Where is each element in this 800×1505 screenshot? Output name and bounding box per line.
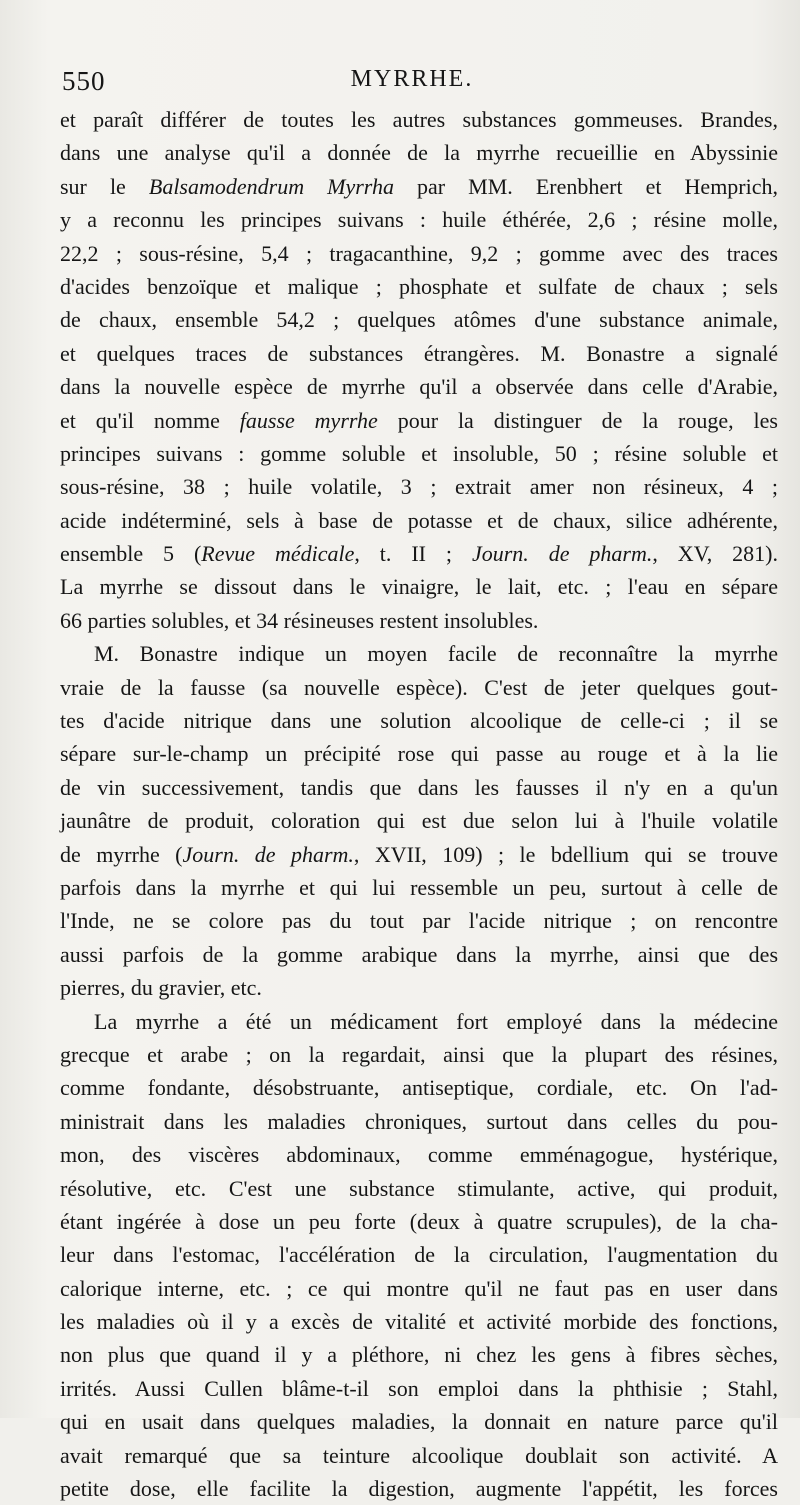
text-segment: ministrait dans les maladies chroniques, surtout dans celles du pou-: [60, 1108, 778, 1134]
text-line: [60, 1038, 778, 1071]
text-line: [60, 504, 778, 537]
text-segment: M. Bonastre indique un moyen facile de reconnaître la myrrhe: [94, 641, 778, 667]
text-line: [60, 303, 778, 336]
text-line: [60, 1205, 778, 1238]
text-line: [60, 1071, 778, 1104]
text-segment: aussi parfois de la gomme arabique dans la myrrhe, ainsi que des: [60, 941, 778, 967]
text-line: [60, 404, 778, 437]
page-number: 550: [62, 66, 106, 96]
text-segment: grecque et arabe ; on la regardait, ainsi que la plupart des résines,: [60, 1041, 778, 1067]
text-segment: et qu'il nomme: [60, 407, 240, 433]
text-segment: mon, des viscères abdominaux, comme emménagogue, hystérique,: [60, 1142, 778, 1168]
text-line: [60, 1238, 778, 1271]
page-header: [62, 66, 762, 102]
text-segment: étant ingérée à dose un peu forte (deux à quatre scrupules), de la cha-: [60, 1208, 778, 1234]
running-title: MYRRHE.: [350, 66, 474, 92]
italic-text: Balsamodendrum Myrrha: [148, 173, 394, 199]
text-line: [60, 871, 778, 904]
text-segment: petite dose, elle facilite la digestion, augmente l'appétit, les forces: [60, 1476, 778, 1502]
text-segment: sous-résine, 38 ; huile volatile, 3 ; extrait amer non résineux, 4 ;: [60, 474, 778, 500]
text-line: [60, 203, 778, 236]
body-text: [60, 103, 778, 1505]
text-segment: , XV, 281).: [652, 541, 779, 567]
text-line: [60, 604, 778, 637]
text-line: [60, 971, 778, 1004]
text-line: [60, 370, 778, 403]
text-segment: les maladies où il y a excès de vitalité et activité morbide des fonctions,: [60, 1309, 778, 1335]
text-segment: tes d'acide nitrique dans une solution alcoolique de celle-ci ; il se: [60, 708, 778, 734]
text-segment: de vin successivement, tandis que dans les fausses il n'y en a qu'un: [60, 774, 778, 800]
text-segment: 22,2 ; sous-résine, 5,4 ; tragacanthine, 9,2 ; gomme avec des traces: [60, 240, 778, 266]
text-segment: et paraît différer de toutes les autres substances gommeuses. Brandes,: [60, 107, 778, 132]
text-line: [60, 1472, 778, 1505]
text-segment: sur le: [60, 173, 149, 199]
text-line: [60, 437, 778, 470]
italic-text: fausse myrrhe: [239, 407, 378, 433]
text-segment: pour la distinguer de la rouge, les: [377, 407, 778, 433]
text-segment: y a reconnu les principes suivans : huile éthérée, 2,6 ; résine molle,: [60, 207, 778, 233]
text-line: [60, 337, 778, 370]
text-segment: par MM. Erenbhert et Hemprich,: [393, 173, 779, 199]
text-segment: La myrrhe a été un médicament fort employé dans la médecine: [94, 1008, 778, 1034]
text-line: [60, 838, 778, 871]
text-segment: dans la nouvelle espèce de myrrhe qu'il a observée dans celle d'Arabie,: [60, 374, 778, 400]
text-line: [60, 737, 778, 770]
text-line: [60, 671, 778, 704]
text-segment: résolutive, etc. C'est une substance stimulante, active, qui produit,: [60, 1175, 778, 1201]
text-line: [60, 1005, 778, 1038]
text-segment: sépare sur-le-champ un précipité rose qui passe au rouge et à la lie: [60, 741, 778, 767]
text-line: [60, 804, 778, 837]
text-segment: non plus que quand il y a pléthore, ni chez les gens à fibres sèches,: [60, 1342, 778, 1368]
text-line: [60, 270, 778, 303]
text-segment: jaunâtre de produit, coloration qui est due selon lui à l'huile volatile: [60, 808, 778, 834]
text-line: [60, 537, 778, 570]
italic-text: Journ. de pharm.: [182, 841, 354, 867]
text-segment: leur dans l'estomac, l'accélération de la circulation, l'augmentation du: [60, 1242, 778, 1268]
text-line: [60, 470, 778, 503]
italic-text: Revue médicale: [201, 541, 355, 567]
text-line: [60, 771, 778, 804]
text-line: [60, 904, 778, 937]
italic-text: Journ. de pharm.: [471, 541, 653, 567]
text-line: [60, 1105, 778, 1138]
text-line: [60, 1439, 778, 1472]
text-line: [60, 237, 778, 270]
text-line: [60, 1172, 778, 1205]
text-segment: principes suivans : gomme soluble et insoluble, 50 ; résine soluble et: [60, 440, 778, 466]
text-line: [60, 170, 778, 203]
text-segment: parfois dans la myrrhe et qui lui ressemble un peu, surtout à celle de: [60, 874, 778, 900]
text-segment: acide indéterminé, sels à base de potasse et de chaux, silice adhérente,: [60, 507, 778, 533]
text-line: [60, 1372, 778, 1405]
text-line: [60, 1272, 778, 1305]
text-segment: irrités. Aussi Cullen blâme-t-il son emploi dans la phthisie ; Stahl,: [60, 1375, 778, 1401]
text-line: [60, 637, 778, 670]
text-line: [60, 704, 778, 737]
text-segment: vraie de la fausse (sa nouvelle espèce). C'est de jeter quelques gout-: [60, 674, 778, 700]
text-line: [60, 1338, 778, 1371]
text-segment: La myrrhe se dissout dans le vinaigre, le lait, etc. ; l'eau en sépare: [60, 574, 778, 600]
text-segment: dans une analyse qu'il a donnée de la myrrhe recueillie en Abyssinie: [60, 140, 778, 166]
text-line: [60, 1305, 778, 1338]
text-segment: qui en usait dans quelques maladies, la donnait en nature parce qu'il: [60, 1409, 778, 1435]
text-line: [60, 938, 778, 971]
text-segment: d'acides benzoïque et malique ; phosphate et sulfate de chaux ; sels: [60, 273, 778, 299]
text-segment: et quelques traces de substances étrangères. M. Bonastre a signalé: [60, 340, 778, 366]
text-segment: 66 parties solubles, et 34 résineuses restent insolubles.: [60, 607, 539, 633]
text-segment: , t. II ;: [354, 541, 472, 567]
text-line: [60, 136, 778, 169]
text-segment: calorique interne, etc. ; ce qui montre qu'il ne faut pas en user dans: [60, 1275, 778, 1301]
text-segment: de chaux, ensemble 54,2 ; quelques atômes d'une substance animale,: [60, 307, 778, 333]
text-line: [60, 103, 778, 136]
text-line: [60, 1138, 778, 1171]
text-segment: avait remarqué que sa teinture alcoolique doublait son activité. A: [60, 1442, 778, 1468]
text-segment: , XVII, 109) ; le bdellium qui se trouve: [353, 841, 778, 867]
text-segment: pierres, du gravier, etc.: [60, 975, 262, 1001]
text-segment: ensemble 5 (: [60, 541, 202, 567]
text-segment: comme fondante, désobstruante, antiseptique, cordiale, etc. On l'ad-: [60, 1075, 778, 1101]
text-line: [60, 1405, 778, 1438]
text-segment: de myrrhe (: [60, 841, 183, 867]
text-line: [60, 570, 778, 603]
text-segment: l'Inde, ne se colore pas du tout par l'acide nitrique ; on rencontre: [60, 908, 778, 934]
